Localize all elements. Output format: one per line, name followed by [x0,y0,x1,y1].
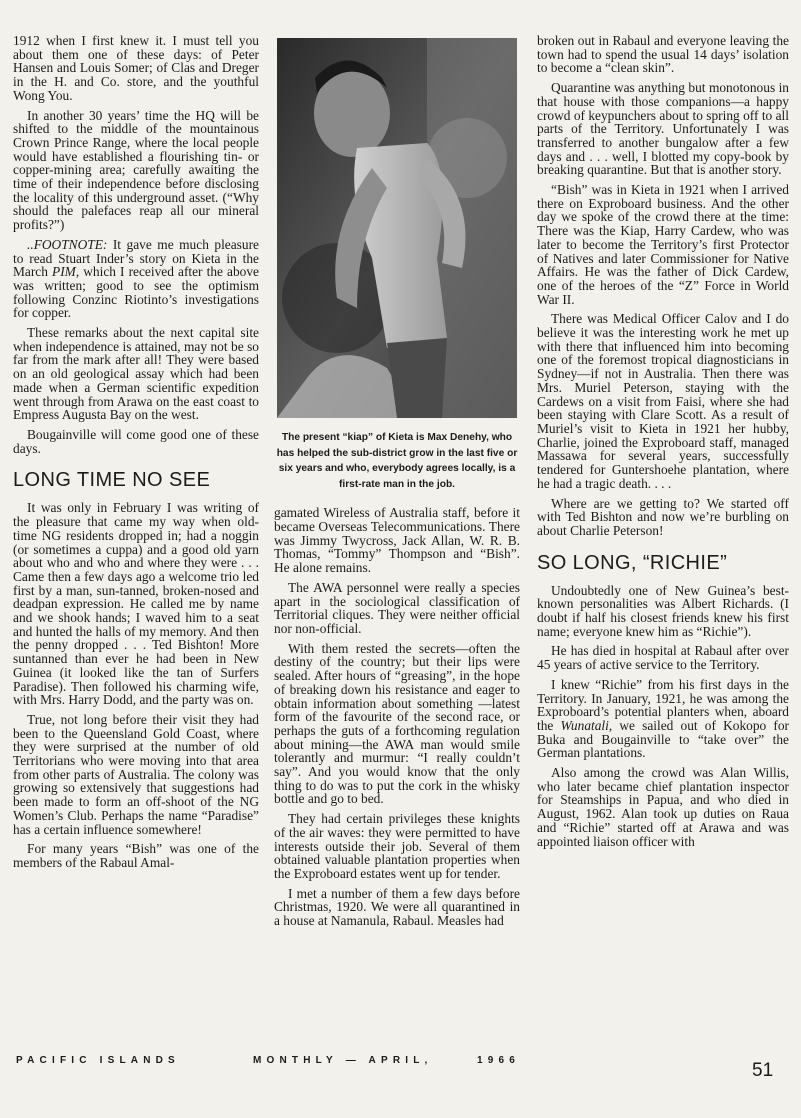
column-2 [274,34,520,934]
paragraph: These remarks about the next capital site when independence is attained, may not be so far from the mark after all! They were based on an old geological assay which had been made when a German scientific expedition went through from Arawa on the east coast to Empress Augusta Bay on the west. [13,325,259,423]
paragraph: Quarantine was anything but monotonous in that house with those companions—a happy crowd of keypunchers about to spring off to all parts of the Territory. Unfortunately I was transferred to another bungalow after a few days and . . . well, I blotted my copy-book by breaking quarantine. But that is another story. [537,80,789,178]
paragraph: With them rested the secrets—often the destiny of the country; but their lips were sealed. After hours of “greasing”, in the hope of breaking down his resistance and eager to obtain information about something —latest form of the favourite of the second race, or perhaps the guts of a forthcoming regulation about mining—the AWA man would smile tolerantly and murmur: “I really couldn’t say”. And you would know that the only thing to do was to put the cork in the whisky bottle and go to bed. [274,640,520,807]
footnote-paragraph: ..FOOTNOTE: It gave me much pleasure to read Stuart Inder’s story on Kieta in the March PIM, which I received after the above was written; good to see the optimism following Conzinc Riotinto’s investigations for copper. [13,236,259,321]
portrait-photo [277,38,517,418]
paragraph: He has died in hospital at Rabaul after over 45 years of active service to the Territory. [537,643,789,673]
paragraph: broken out in Rabaul and everyone leaving the town had to spend the usual 14 days’ isolation to become a “clean skin”. [537,33,789,76]
section-heading: LONG TIME NO SEE [13,469,211,492]
paragraph: It was only in February I was writing of the pleasure that came my way when old-time NG residents dropped in; had a noggin (or sometimes a cuppa) and a good old yarn about who and who and where they were . . . Came then a few days ago a welcome trio led first by a man, sun-tanned, broken-nosed and deadpan expression. He called me by name and we shook hands; I waved him to a seat and hunted the halls of my memory. And then the penny dropped . . . Ted Bishton! More suntanned than ever he had been in New Guinea (it looked like the tan of Surfers Paradise). Then followed his charming wife, with Mrs. Harry Dodd, and the party was on. [13,500,259,708]
column-3 [537,34,789,854]
paragraph: Also among the crowd was Alan Willis, who later became chief plantation inspector for Steamships in Papua, and who died in August, 1962. Alan took up duties on Raua and “Richie” started off at Arawa and was appointed liaison officer with [537,765,789,849]
paragraph: In another 30 years’ time the HQ will be shifted to the middle of the mountainous Crown Prince Range, where the local people would have established a flourishing tin- or copper-mining area; carefully awaiting the time of their independence before disclosing the locality of this underground asset. (“Why should the palefaces reap all our mineral profits?”) [13,107,259,233]
column-1 [13,34,259,876]
paragraph: gamated Wireless of Australia staff, before it became Overseas Telecommunications. There was Jimmy Twycross, Jack Allan, W. R. B. Thomas, “Tommy” Thompson and “Bish”. He alone remains. [274,505,520,576]
footnote-label: ..FOOTNOTE: [27,236,108,252]
paragraph: True, not long before their visit they had been to the Queensland Gold Coast, where they were surprised at the number of old Territorians who were moving into that area from other parts of Australia. The colony was growing so extensively that suggestions had been made to form an off-shoot of the NG Women’s Club. Perhaps the name “Paradise” has a certain influence somewhere! [13,711,259,837]
ship-name: Wunatali [560,717,609,733]
photo-image [277,38,517,418]
paragraph: Where are we getting to? We started off with Ted Bishton and now we’re burbling on about Charlie Peterson! [537,495,789,538]
paragraph: 1912 when I first knew it. I must tell you about them one of these days: of Peter Hansen and Louis Somer; of Clas and Dreger in the H. and Co. store, and the youthful Wong You. [13,33,259,103]
paragraph: For many years “Bish” was one of the members of the Rabaul Amal- [13,841,259,870]
page-number: 51 [752,1060,774,1081]
paragraph: The AWA personnel were really a species apart in the sociological classification of Territorial cliques. They were neither official nor non-official. [274,579,520,636]
footer-year: 1966 [477,1055,521,1066]
paragraph: There was Medical Officer Calov and I do believe it was the interesting work he met up with there that influenced him into becoming one of the foremost tropical diagnosticians in Sydney—if not in Australia. Then there was Mrs. Muriel Peterson, staying with the Cardews on a visit from Faisi, where she had been staying with Clare Scott. As a result of Muriel’s visit to Kieta in 1921 her hubby, Charlie, joined the Exproboard staff, managed Massawa for several years, successfully tendered for Guntershoehe plantation, where he had a tragic death. . . . [537,311,789,491]
paragraph: Bougainville will come good one of these days. [13,426,259,456]
section-heading: SO LONG, “RICHIE” [537,551,728,574]
paragraph: “Bish” was in Kieta in 1921 when I arrived there on Exproboard business. And the other day we spoke of the crowd there at the time: There was the Kiap, Harry Cardew, who was later to become the Territory’s first Protector of Natives and later Commissioner for Native Affairs. He was the father of Dick Cardew, one of the heroes of the “Z” Force in World War II. [537,182,789,307]
paragraph: I knew “Richie” from his first days in the Territory. In January, 1921, he was among the Exproboard’s potential planters when, aboard the Wunatali, we sailed out of Kokopo for Buka and Bougainville to “take over” the German plantations. [537,676,789,761]
paragraph: They had certain privileges these knights of the air waves: they were permitted to have interests outside their job. Several of them obtained valuable plantation properties when the Exproboard estates went up for tender. [274,811,520,881]
paragraph: I met a number of them a few days before Christmas, 1920. We were all quarantined in a house at Namanula, Rabaul. Measles had [274,885,520,929]
magazine-title: PIM [52,264,76,280]
footer-issue: MONTHLY — APRIL, [253,1055,433,1066]
photo-caption: The present “kiap” of Kieta is Max Denehy, who has helped the sub-district grow in the last five or six years and who, everybody agrees locally, is a first-rate man in the job. [276,432,518,490]
paragraph: Undoubtedly one of New Guinea’s best-known personalities was Albert Richards. (I doubt if half his closest friends knew his first name; everyone knew him as “Richie”). [537,582,789,639]
footer-magazine-name: PACIFIC ISLANDS [16,1055,180,1066]
